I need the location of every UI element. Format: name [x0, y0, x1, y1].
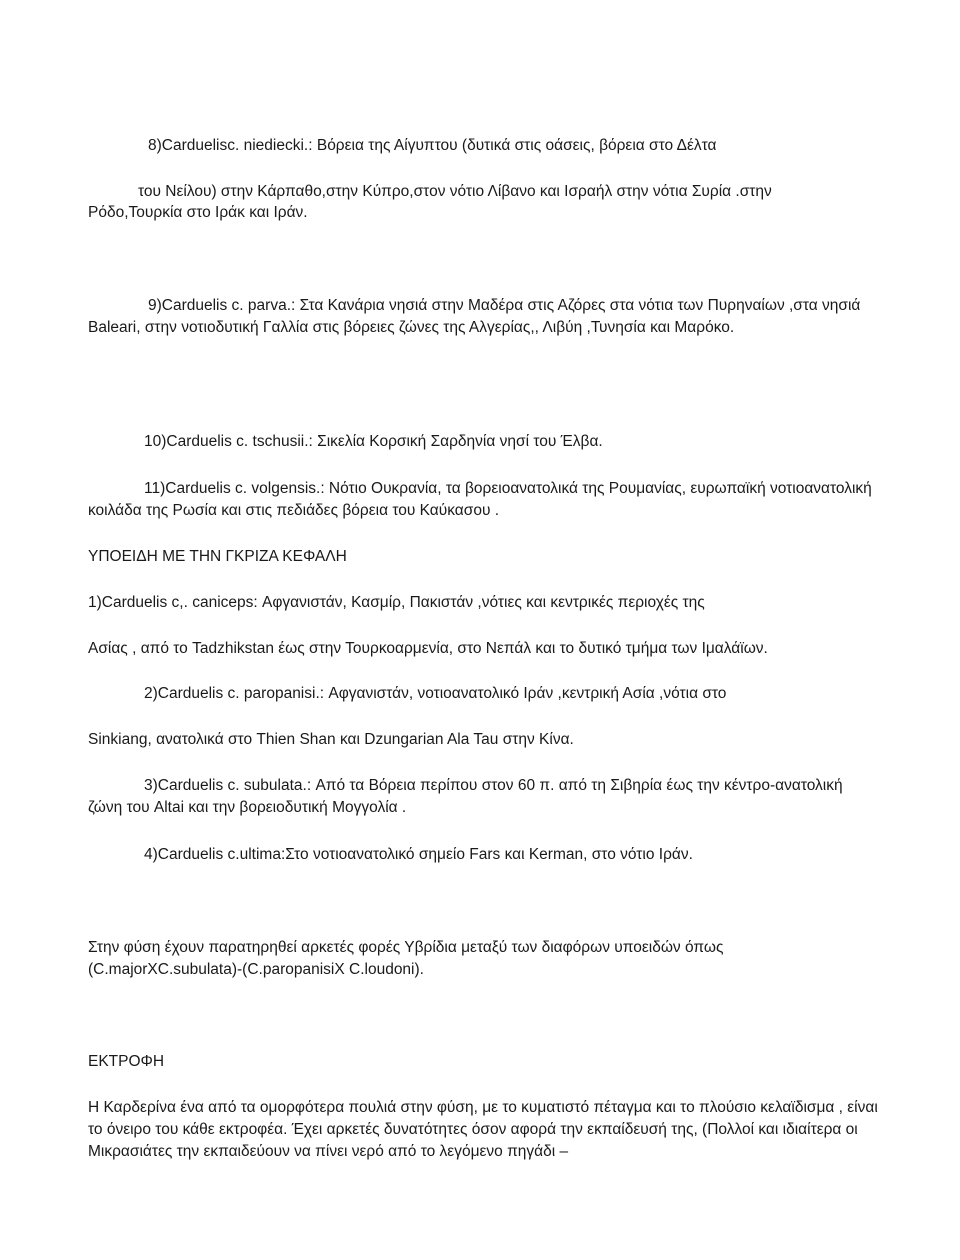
- hybrids-line-1: Στην φύση έχουν παρατηρηθεί αρκετές φορές Υβρίδια μεταξύ των διαφόρων υποειδών όπως: [88, 939, 724, 956]
- gray-2-line-1: 2)Carduelis c. paropanisi.: Αφγανιστάν, νοτιοανατολικό Ιράν ,κεντρική Ασία ,νότια στο: [144, 685, 727, 702]
- hybrids-line-2: (C.majorXC.subulata)-(C.paropanisiX C.loudoni).: [88, 961, 424, 978]
- gray-3: 3)Carduelis c. subulata.: Από τα Βόρεια περίπου στον 60 π. από τη Σιβηρία έως την κέντρο-ανατολική ζώνη του Altai και την βορειοδυτική Μογγολία .: [88, 777, 847, 816]
- breeding-paragraph: Η Καρδερίνα ένα από τα ομορφότερα πουλιά στην φύση, με το κυματιστό πέταγμα και το πλούσιο κελαϊδισμα , είναι το όνειρο του κάθε εκτροφέα. Έχει αρκετές δυνατότητες όσον αφορά την εκπαίδευσή της, (Πολλοί και ιδιαίτερα οι Μικρασιάτες την εκπαιδεύουν να πίνει νερό από το λεγόμενο πηγάδι –: [88, 1099, 883, 1160]
- paragraph-8-line-3: Ρόδο,Τουρκία στο Ιράκ και Ιράν.: [88, 204, 308, 221]
- paragraph-11: 11)Carduelis c. volgensis.: Νότιο Ουκρανία, τα βορειοανατολικά της Ρουμανίας, ευρωπαϊκή νοτιοανατολική κοιλάδα της Ρωσία και στις πεδιάδες βόρεια του Καύκασου .: [88, 480, 877, 519]
- subspecies-heading: ΥΠΟΕΙΔΗ ΜΕ ΤΗΝ ΓΚΡΙΖΑ ΚΕΦΑΛΗ: [88, 548, 347, 565]
- gray-2-line-2: Sinkiang, ανατολικά στο Thien Shan και Dzungarian Ala Tau στην Κίνα.: [88, 731, 574, 748]
- paragraph-10: 10)Carduelis c. tschusii.: Σικελία Κορσική Σαρδηνία νησί του Έλβα.: [144, 433, 603, 450]
- gray-4: 4)Carduelis c.ultima:Στο νοτιοανατολικό σημείο Fars και Kerman, στο νότιο Ιράν.: [144, 846, 693, 863]
- breeding-heading: ΕΚΤΡΟΦΗ: [88, 1053, 165, 1070]
- gray-1-line-1: 1)Carduelis c,. caniceps: Αφγανιστάν, Κασμίρ, Πακιστάν ,νότιες και κεντρικές περιοχές της: [88, 594, 705, 611]
- gray-1-line-2: Ασίας , από το Tadzhikstan έως στην Τουρκοαρμενία, στο Νεπάλ και το δυτικό τμήμα των Ιμαλάϊων.: [88, 640, 768, 657]
- paragraph-8-line-1: 8)Carduelisc. niediecki.: Βόρεια της Αίγυπτου (δυτικά στις οάσεις, βόρεια στο Δέλτα: [148, 137, 717, 154]
- paragraph-9: 9)Carduelis c. parva.: Στα Κανάρια νησιά στην Μαδέρα στις Αζόρες στα νότια των Πυρηναίων ,στα νησιά Baleari, στην νοτιοδυτική Γαλλία στις βόρειες ζώνες της Αλγερίας,, Λιβύη ,Τυνησία και Μαρόκο.: [88, 297, 865, 336]
- paragraph-8-line-2: του Νείλου) στην Κάρπαθο,στην Κύπρο,στον νότιο Λίβανο και Ισραήλ στην νότια Συρία .στην: [138, 183, 772, 200]
